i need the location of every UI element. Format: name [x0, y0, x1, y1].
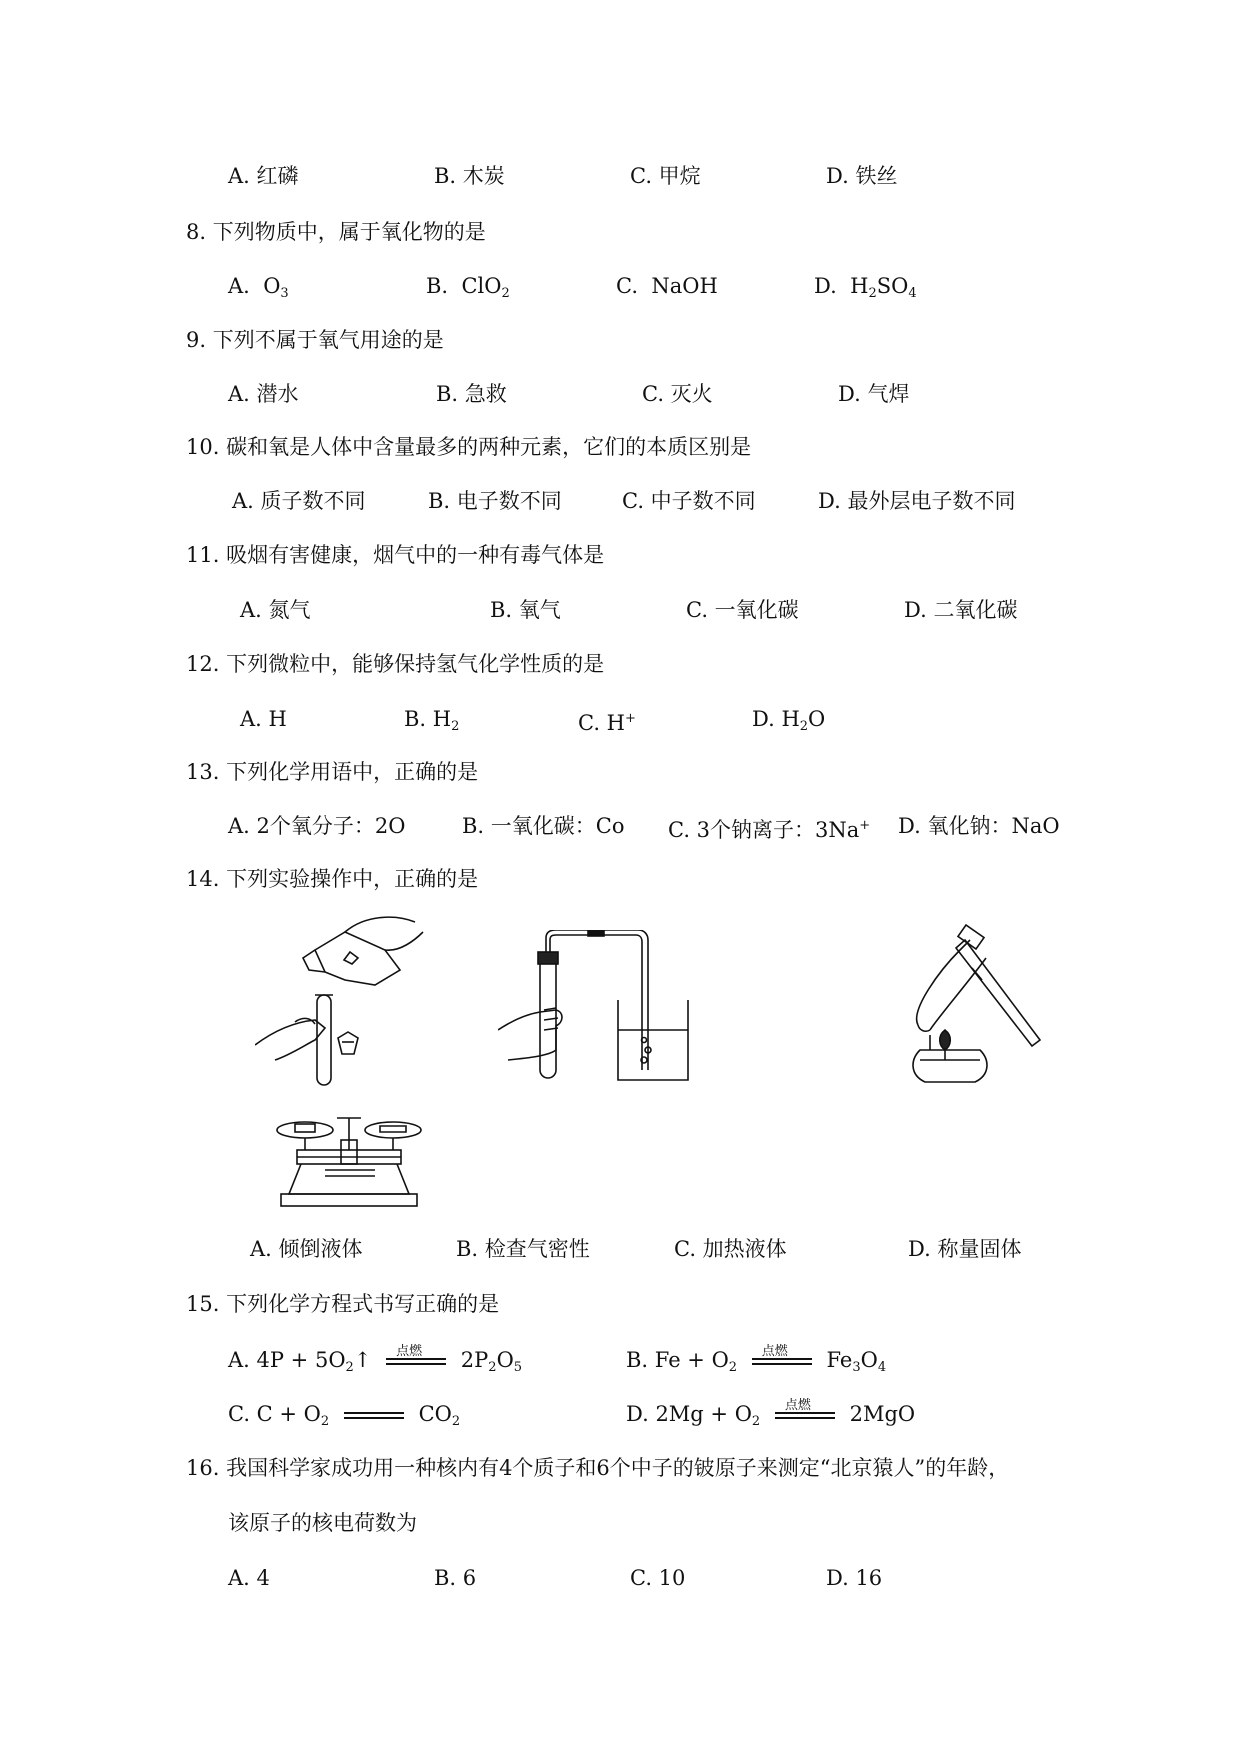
q13-option-b: B. 一氧化碳：Co	[462, 814, 625, 838]
reaction-condition: 点燃	[386, 1350, 446, 1374]
q16-stem-line2: 该原子的核电荷数为	[228, 1511, 417, 1535]
q10-option-d: D. 最外层电子数不同	[818, 489, 1016, 513]
q12-stem: 12. 下列微粒中，能够保持氢气化学性质的是	[186, 652, 605, 676]
heating-liquid-illustration	[890, 910, 1050, 1090]
q16-option-a: A. 4	[228, 1566, 270, 1590]
q9-option-b: B. 急救	[436, 382, 507, 406]
reaction-condition: 点燃	[752, 1350, 812, 1374]
q15-option-c: C. $C + O_2$ $CO_2$	[228, 1402, 461, 1429]
q8-option-a: A. $O_3$	[228, 274, 289, 301]
q8-option-b: B. ClO$_2$	[426, 274, 510, 301]
q14-option-a: A. 倾倒液体	[250, 1237, 363, 1261]
q9-option-c: C. 灭火	[642, 382, 713, 406]
q16-option-c: C. 10	[630, 1566, 686, 1590]
gas-tightness-illustration	[498, 930, 698, 1090]
q16-option-d: D. 16	[826, 1566, 883, 1590]
q15-option-b: B. $Fe + O_2$ 点燃 $Fe_3O_4$	[626, 1343, 887, 1375]
q13-stem: 13. 下列化学用语中，正确的是	[186, 760, 479, 784]
q8-option-c: C. NaOH	[616, 274, 718, 298]
q7-option-b: B. 木炭	[434, 164, 505, 188]
q9-option-d: D. 气焊	[838, 382, 910, 406]
q14-option-b: B. 检查气密性	[456, 1237, 590, 1261]
q9-option-a: A. 潜水	[228, 382, 299, 406]
q7-option-a: A. 红磷	[228, 164, 299, 188]
q13-option-c: C. 3个钠离子：3Na+	[668, 818, 871, 842]
reaction-condition: 点燃	[775, 1404, 835, 1428]
q10-option-b: B. 电子数不同	[428, 489, 562, 513]
q11-option-d: D. 二氧化碳	[904, 598, 1018, 622]
q13-option-a: A. 2个氧分子：2O	[228, 814, 406, 838]
q12-option-b: B. $H_2$	[404, 707, 460, 734]
q15-option-a: A. $4P + 5O_2↑$ 点燃 $2P_2O_5$	[228, 1343, 523, 1375]
q14-stem: 14. 下列实验操作中，正确的是	[186, 867, 479, 891]
q7-option-c: C. 甲烷	[630, 164, 701, 188]
q12-option-c: C. H+	[578, 711, 636, 735]
q13-option-d: D. 氧化钠：NaO	[898, 814, 1060, 838]
q7-option-d: D. 铁丝	[826, 164, 898, 188]
q11-option-b: B. 氧气	[490, 598, 561, 622]
q15-stem: 15. 下列化学方程式书写正确的是	[186, 1292, 500, 1316]
q9-stem: 9. 下列不属于氧气用途的是	[186, 328, 444, 352]
q8-option-d: D. $H_2SO_4$	[814, 274, 917, 301]
q16-stem-line1: 16. 我国科学家成功用一种核内有4个质子和6个中子的铍原子来测定“北京猿人”的年龄，	[186, 1456, 1010, 1480]
q10-option-a: A. 质子数不同	[232, 489, 366, 513]
q12-option-a: A. H	[240, 707, 287, 731]
q14-option-d: D. 称量固体	[908, 1237, 1022, 1261]
q8-stem: 8. 下列物质中，属于氧化物的是	[186, 220, 486, 244]
q14-option-c: C. 加热液体	[674, 1237, 787, 1261]
reaction-equals	[344, 1404, 404, 1428]
pouring-liquid-illustration	[255, 910, 425, 1090]
q11-stem: 11. 吸烟有害健康，烟气中的一种有毒气体是	[186, 543, 605, 567]
q11-option-c: C. 一氧化碳	[686, 598, 799, 622]
q10-option-c: C. 中子数不同	[622, 489, 756, 513]
q16-option-b: B. 6	[434, 1566, 477, 1590]
balance-scale-illustration	[275, 1110, 425, 1220]
q11-option-a: A. 氮气	[240, 598, 311, 622]
q10-stem: 10. 碳和氧是人体中含量最多的两种元素，它们的本质区别是	[186, 435, 752, 459]
q12-option-d: D. $H_2O$	[752, 707, 826, 734]
q15-option-d: D. $2Mg + O_2$ 点燃 2MgO	[626, 1397, 916, 1429]
